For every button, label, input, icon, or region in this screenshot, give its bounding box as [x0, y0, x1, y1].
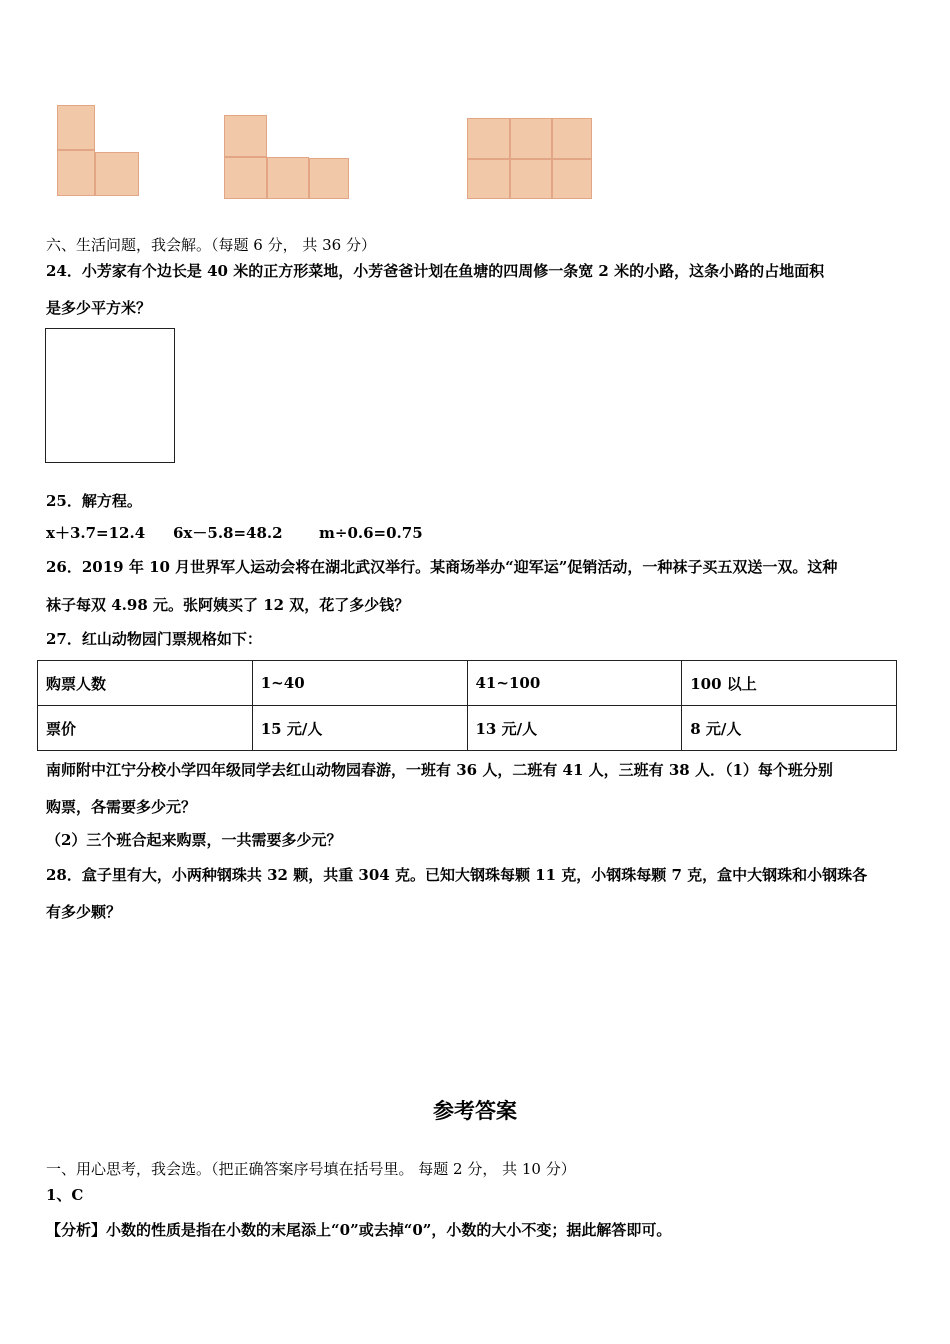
q28-line-2: 有多少颗？	[46, 903, 122, 921]
q24-line-2: 是多少平方米？	[46, 299, 152, 317]
q26-line-1: 26．2019 年 10 月世界军人运动会将在湖北武汉举行。某商场举办“迎军运”促销活动，一种袜子买五双送一双。这种	[46, 558, 838, 576]
q25-title: 25．解方程。	[46, 492, 142, 510]
answer-1: 1、C	[46, 1186, 84, 1204]
table-cell: 41~100	[467, 661, 682, 706]
q27-line-3: （2）三个班合起来购票，一共需要多少元？	[46, 831, 342, 849]
table-row	[38, 661, 897, 706]
table-row	[38, 706, 897, 751]
table-cell: 13 元/人	[467, 706, 682, 751]
square-field-figure	[45, 328, 175, 463]
table-cell: 票价	[38, 706, 253, 751]
table-cell: 15 元/人	[252, 706, 467, 751]
table-cell: 购票人数	[38, 661, 253, 706]
q28-line-1: 28．盒子里有大，小两种钢珠共 32 颗，共重 304 克。已知大钢珠每颗 11 克，小钢珠每颗 7 克，盒中大钢珠和小钢珠各	[46, 866, 868, 884]
q25-equation-2: 6x－5.8=48.2	[173, 524, 283, 542]
q27-title: 27．红山动物园门票规格如下：	[46, 630, 262, 648]
table-cell: 1~40	[252, 661, 467, 706]
ticket-price-table	[37, 660, 897, 751]
q24-line-1: 24．小芳家有个边长是 40 米的正方形菜地，小芳爸爸计划在鱼塘的四周修一条宽 2 米的小路，这条小路的占地面积	[46, 262, 825, 280]
section-6-title: 六、生活问题，我会解。（每题 6 分， 共 36 分）	[46, 236, 376, 254]
table-cell: 8 元/人	[682, 706, 897, 751]
table-cell: 100 以上	[682, 661, 897, 706]
answers-section-1-title: 一、用心思考，我会选。（把正确答案序号填在括号里。 每题 2 分， 共 10 分）	[46, 1160, 576, 1178]
q26-line-2: 袜子每双 4.98 元。张阿姨买了 12 双，花了多少钱？	[46, 596, 410, 614]
q25-equation-3: m÷0.6=0.75	[319, 524, 423, 542]
q27-line-2: 购票，各需要多少元？	[46, 798, 197, 816]
answer-1-analysis: 【分析】小数的性质是指在小数的末尾添上“0”或去掉“0”，小数的大小不变；据此解答即可。	[46, 1221, 672, 1239]
answers-heading: 参考答案	[433, 1099, 517, 1123]
q27-line-1: 南师附中江宁分校小学四年级同学去红山动物园春游，一班有 36 人，二班有 41 人，三班有 38 人．（1）每个班分别	[46, 761, 833, 779]
q25-equation-1: x＋3.7=12.4	[46, 524, 146, 542]
